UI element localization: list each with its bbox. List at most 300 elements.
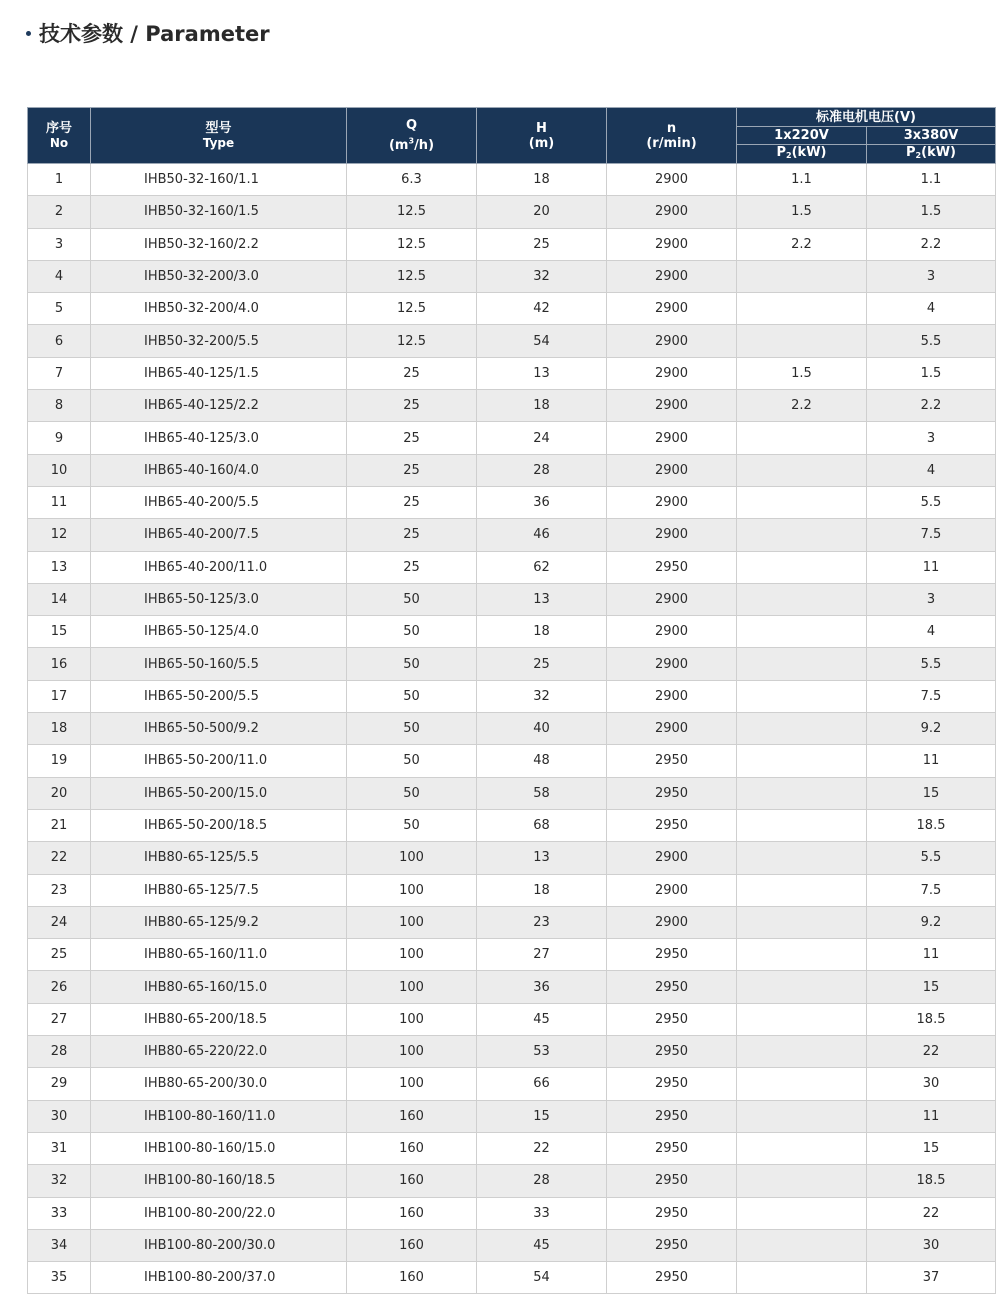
cell-no: 6 [28,325,91,357]
cell-type: IHB100-80-200/37.0 [91,1262,347,1294]
cell-type: IHB80-65-125/5.5 [91,842,347,874]
cell-type: IHB65-40-125/2.2 [91,390,347,422]
cell-no: 23 [28,874,91,906]
cell-type: IHB65-50-200/15.0 [91,777,347,809]
cell-p-220v [737,422,867,454]
cell-no: 5 [28,293,91,325]
cell-no: 26 [28,971,91,1003]
cell-q: 50 [347,616,477,648]
table-row [28,1262,996,1294]
cell-q: 100 [347,1036,477,1068]
table-row [28,164,996,196]
cell-p-220v: 1.5 [737,357,867,389]
cell-q: 50 [347,809,477,841]
cell-p-220v [737,583,867,615]
table-row [28,1132,996,1164]
cell-p-380v: 30 [867,1229,996,1261]
cell-p-220v [737,293,867,325]
header-no-cn: 序号 [45,120,72,136]
cell-no: 8 [28,390,91,422]
table-row [28,906,996,938]
cell-no: 27 [28,1003,91,1035]
cell-type: IHB80-65-220/22.0 [91,1036,347,1068]
cell-n: 2900 [607,616,737,648]
cell-h: 46 [477,519,607,551]
header-q [347,108,477,164]
cell-n: 2900 [607,583,737,615]
cell-p-220v [737,874,867,906]
header-n [607,108,737,164]
table-row [28,971,996,1003]
cell-type: IHB80-65-200/30.0 [91,1068,347,1100]
cell-no: 31 [28,1132,91,1164]
cell-n: 2950 [607,1003,737,1035]
cell-p-220v [737,325,867,357]
table-row [28,616,996,648]
cell-p-380v: 18.5 [867,809,996,841]
cell-no: 2 [28,196,91,228]
cell-n: 2950 [607,809,737,841]
cell-h: 28 [477,454,607,486]
table-row [28,1197,996,1229]
cell-p-380v: 11 [867,551,996,583]
table-header [28,108,996,164]
cell-h: 53 [477,1036,607,1068]
table-row [28,390,996,422]
table-row [28,486,996,518]
cell-h: 18 [477,164,607,196]
cell-q: 160 [347,1100,477,1132]
cell-q: 50 [347,745,477,777]
cell-type: IHB65-50-200/5.5 [91,680,347,712]
cell-p-380v: 4 [867,454,996,486]
cell-no: 25 [28,939,91,971]
cell-p-380v: 7.5 [867,519,996,551]
header-v2: 3x380V [867,127,996,145]
cell-no: 19 [28,745,91,777]
cell-p-220v [737,1229,867,1261]
p1-sub: 2 [786,151,792,160]
cell-n: 2900 [607,874,737,906]
cell-p-380v: 5.5 [867,648,996,680]
cell-no: 21 [28,809,91,841]
cell-p-220v [737,519,867,551]
cell-h: 25 [477,648,607,680]
cell-no: 35 [28,1262,91,1294]
cell-p-380v: 1.5 [867,357,996,389]
cell-n: 2950 [607,971,737,1003]
header-n-unit: (r/min) [646,135,697,151]
cell-p-220v [737,906,867,938]
cell-p-380v: 9.2 [867,713,996,745]
table-row [28,551,996,583]
table-row [28,745,996,777]
cell-no: 30 [28,1100,91,1132]
cell-no: 22 [28,842,91,874]
cell-type: IHB100-80-160/11.0 [91,1100,347,1132]
cell-p-380v: 15 [867,971,996,1003]
table-row [28,1229,996,1261]
cell-q: 100 [347,1068,477,1100]
cell-type: IHB50-32-160/2.2 [91,228,347,260]
cell-n: 2950 [607,777,737,809]
cell-type: IHB65-50-200/18.5 [91,809,347,841]
header-h-unit: (m) [528,135,555,151]
page-title [26,18,270,48]
header-q-unit [389,138,434,153]
cell-q: 25 [347,422,477,454]
header-type-en: Type [202,135,235,150]
cell-n: 2900 [607,713,737,745]
cell-p-220v: 2.2 [737,390,867,422]
cell-type: IHB65-50-125/3.0 [91,583,347,615]
cell-no: 14 [28,583,91,615]
cell-p-380v: 15 [867,777,996,809]
cell-p-380v: 7.5 [867,680,996,712]
cell-p-380v: 5.5 [867,486,996,518]
cell-n: 2950 [607,745,737,777]
cell-p-220v [737,939,867,971]
p2-pre: P [906,145,916,160]
cell-q: 160 [347,1262,477,1294]
cell-n: 2900 [607,906,737,938]
cell-q: 100 [347,906,477,938]
cell-h: 13 [477,357,607,389]
cell-type: IHB80-65-125/9.2 [91,906,347,938]
cell-n: 2900 [607,454,737,486]
cell-q: 160 [347,1197,477,1229]
cell-h: 42 [477,293,607,325]
cell-q: 160 [347,1165,477,1197]
cell-p-380v: 18.5 [867,1003,996,1035]
table-row [28,809,996,841]
table-row [28,519,996,551]
cell-q: 12.5 [347,196,477,228]
table-row [28,357,996,389]
cell-n: 2900 [607,228,737,260]
cell-no: 4 [28,260,91,292]
bullet-dot-icon [26,31,31,36]
cell-p-220v [737,842,867,874]
cell-p-220v [737,1132,867,1164]
cell-no: 1 [28,164,91,196]
cell-q: 100 [347,971,477,1003]
cell-no: 15 [28,616,91,648]
cell-h: 28 [477,1165,607,1197]
cell-p-380v: 11 [867,1100,996,1132]
cell-h: 36 [477,971,607,1003]
cell-p-220v [737,454,867,486]
cell-h: 20 [477,196,607,228]
table-row [28,196,996,228]
cell-p-380v: 5.5 [867,325,996,357]
cell-p-380v: 1.1 [867,164,996,196]
header-voltage-group: 标准电机电压(V) [737,108,996,127]
cell-n: 2900 [607,260,737,292]
cell-p-380v: 11 [867,939,996,971]
cell-p-220v [737,648,867,680]
cell-p-220v [737,1262,867,1294]
cell-p-220v: 1.1 [737,164,867,196]
cell-p-380v: 4 [867,616,996,648]
header-no [28,108,91,164]
cell-p-220v: 1.5 [737,196,867,228]
cell-p-380v: 15 [867,1132,996,1164]
cell-n: 2950 [607,1229,737,1261]
cell-no: 33 [28,1197,91,1229]
cell-no: 7 [28,357,91,389]
cell-h: 62 [477,551,607,583]
cell-no: 3 [28,228,91,260]
cell-h: 45 [477,1229,607,1261]
cell-p-380v: 4 [867,293,996,325]
cell-n: 2900 [607,390,737,422]
cell-n: 2950 [607,1197,737,1229]
table-row [28,680,996,712]
cell-h: 36 [477,486,607,518]
cell-q: 25 [347,519,477,551]
cell-h: 48 [477,745,607,777]
cell-n: 2950 [607,551,737,583]
table-row [28,842,996,874]
header-h-label: H [536,120,547,136]
cell-n: 2900 [607,196,737,228]
cell-h: 25 [477,228,607,260]
cell-p-380v: 18.5 [867,1165,996,1197]
cell-type: IHB50-32-200/4.0 [91,293,347,325]
cell-type: IHB65-40-200/7.5 [91,519,347,551]
cell-type: IHB65-40-160/4.0 [91,454,347,486]
table-row [28,939,996,971]
table-row [28,260,996,292]
cell-n: 2950 [607,1036,737,1068]
cell-type: IHB100-80-200/30.0 [91,1229,347,1261]
cell-q: 160 [347,1132,477,1164]
cell-q: 50 [347,583,477,615]
cell-q: 12.5 [347,228,477,260]
cell-p-380v: 22 [867,1197,996,1229]
cell-no: 11 [28,486,91,518]
cell-no: 9 [28,422,91,454]
header-p-v1 [737,145,867,164]
cell-h: 45 [477,1003,607,1035]
header-p-v2 [867,145,996,164]
cell-type: IHB65-40-125/3.0 [91,422,347,454]
cell-h: 33 [477,1197,607,1229]
cell-p-380v: 7.5 [867,874,996,906]
cell-q: 160 [347,1229,477,1261]
cell-h: 22 [477,1132,607,1164]
cell-no: 24 [28,906,91,938]
cell-type: IHB65-40-125/1.5 [91,357,347,389]
cell-q: 100 [347,842,477,874]
cell-h: 66 [477,1068,607,1100]
cell-no: 12 [28,519,91,551]
cell-p-380v: 2.2 [867,228,996,260]
cell-type: IHB50-32-200/5.5 [91,325,347,357]
header-v1: 1x220V [737,127,867,145]
cell-p-220v [737,260,867,292]
header-q-label: Q [405,118,418,134]
cell-p-220v [737,809,867,841]
cell-n: 2900 [607,293,737,325]
cell-p-220v [737,713,867,745]
cell-n: 2900 [607,325,737,357]
cell-type: IHB50-32-160/1.1 [91,164,347,196]
cell-n: 2950 [607,1262,737,1294]
table-row [28,1068,996,1100]
cell-h: 32 [477,680,607,712]
cell-n: 2900 [607,486,737,518]
cell-no: 32 [28,1165,91,1197]
cell-p-220v [737,1100,867,1132]
cell-p-220v [737,486,867,518]
cell-q: 100 [347,1003,477,1035]
parameter-table [27,107,996,1294]
cell-n: 2900 [607,164,737,196]
cell-no: 29 [28,1068,91,1100]
cell-type: IHB80-65-200/18.5 [91,1003,347,1035]
p2-sub: 2 [915,151,922,160]
cell-n: 2950 [607,1100,737,1132]
cell-h: 18 [477,874,607,906]
cell-p-380v: 30 [867,1068,996,1100]
cell-h: 40 [477,713,607,745]
cell-h: 18 [477,390,607,422]
cell-type: IHB50-32-160/1.5 [91,196,347,228]
table-row [28,713,996,745]
table-row [28,422,996,454]
cell-q: 50 [347,648,477,680]
cell-no: 10 [28,454,91,486]
cell-type: IHB80-65-160/11.0 [91,939,347,971]
cell-q: 25 [347,357,477,389]
cell-no: 20 [28,777,91,809]
q-unit-pre: (m [388,137,409,153]
cell-p-220v [737,1165,867,1197]
p1-pre: P [776,145,787,160]
table-row [28,325,996,357]
cell-p-380v: 11 [867,745,996,777]
cell-type: IHB50-32-200/3.0 [91,260,347,292]
cell-type: IHB100-80-160/15.0 [91,1132,347,1164]
cell-p-380v: 37 [867,1262,996,1294]
cell-h: 58 [477,777,607,809]
cell-n: 2950 [607,1068,737,1100]
header-type [91,108,347,164]
cell-h: 13 [477,842,607,874]
table-row [28,293,996,325]
cell-n: 2900 [607,842,737,874]
cell-q: 12.5 [347,293,477,325]
cell-no: 17 [28,680,91,712]
table-row [28,874,996,906]
header-n-label: n [666,120,677,136]
cell-p-220v [737,777,867,809]
cell-q: 6.3 [347,164,477,196]
cell-p-220v [737,1068,867,1100]
cell-n: 2900 [607,357,737,389]
cell-type: IHB65-50-200/11.0 [91,745,347,777]
cell-no: 18 [28,713,91,745]
cell-n: 2900 [607,422,737,454]
table-body [28,164,996,1294]
cell-type: IHB80-65-125/7.5 [91,874,347,906]
cell-h: 15 [477,1100,607,1132]
cell-p-380v: 1.5 [867,196,996,228]
q-unit-post: /h) [414,137,435,153]
cell-p-220v [737,616,867,648]
cell-p-380v: 5.5 [867,842,996,874]
cell-p-220v [737,1036,867,1068]
cell-q: 50 [347,713,477,745]
table-row [28,1100,996,1132]
cell-q: 100 [347,939,477,971]
cell-p-220v [737,551,867,583]
cell-h: 54 [477,1262,607,1294]
cell-h: 13 [477,583,607,615]
cell-p-380v: 22 [867,1036,996,1068]
table-row [28,583,996,615]
cell-h: 54 [477,325,607,357]
page-title-text: 技术参数 / Parameter [39,22,270,46]
header-h [477,108,607,164]
cell-q: 25 [347,454,477,486]
cell-p-220v [737,971,867,1003]
cell-p-380v: 3 [867,422,996,454]
cell-q: 25 [347,390,477,422]
cell-n: 2950 [607,939,737,971]
table-row [28,454,996,486]
q-unit-sup: 3 [408,136,415,146]
table-row [28,648,996,680]
cell-type: IHB65-50-125/4.0 [91,616,347,648]
table-row [28,777,996,809]
cell-h: 27 [477,939,607,971]
cell-n: 2900 [607,648,737,680]
cell-type: IHB100-80-160/18.5 [91,1165,347,1197]
cell-no: 13 [28,551,91,583]
cell-q: 50 [347,777,477,809]
cell-p-220v: 2.2 [737,228,867,260]
cell-h: 68 [477,809,607,841]
cell-type: IHB65-50-500/9.2 [91,713,347,745]
header-type-cn: 型号 [205,120,232,136]
cell-n: 2950 [607,1132,737,1164]
cell-type: IHB65-40-200/11.0 [91,551,347,583]
cell-h: 23 [477,906,607,938]
table-row [28,1003,996,1035]
cell-q: 100 [347,874,477,906]
cell-q: 25 [347,551,477,583]
cell-p-380v: 3 [867,583,996,615]
cell-type: IHB65-40-200/5.5 [91,486,347,518]
table-row [28,228,996,260]
cell-q: 12.5 [347,325,477,357]
cell-p-380v: 2.2 [867,390,996,422]
cell-p-220v [737,680,867,712]
cell-type: IHB80-65-160/15.0 [91,971,347,1003]
table-row [28,1036,996,1068]
cell-p-220v [737,1197,867,1229]
cell-h: 24 [477,422,607,454]
cell-n: 2900 [607,519,737,551]
cell-n: 2950 [607,1165,737,1197]
cell-no: 28 [28,1036,91,1068]
cell-p-380v: 3 [867,260,996,292]
cell-h: 18 [477,616,607,648]
cell-no: 16 [28,648,91,680]
